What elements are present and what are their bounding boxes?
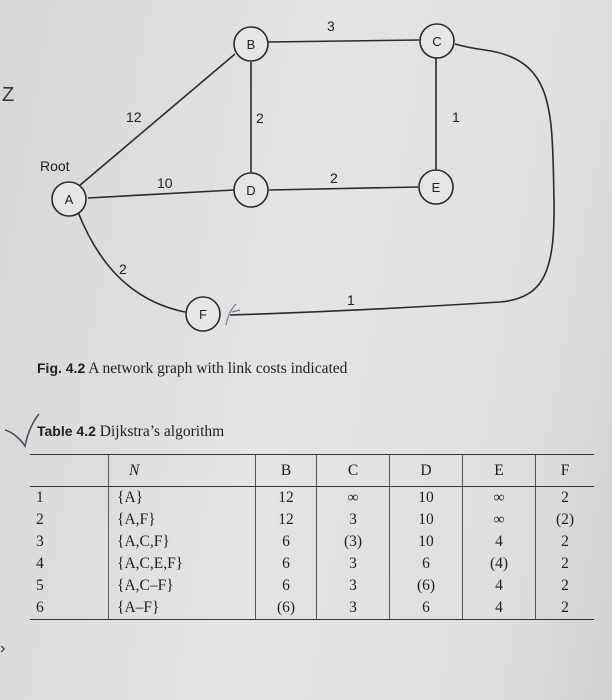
edge-a-d bbox=[88, 190, 234, 198]
header-f: F bbox=[536, 455, 595, 487]
node-e-label: E bbox=[431, 180, 441, 195]
cell-c: 3 bbox=[317, 575, 390, 597]
cell-b: 6 bbox=[256, 531, 317, 553]
cost-d-e: 2 bbox=[330, 170, 338, 186]
cell-b: 6 bbox=[256, 553, 317, 575]
cell-n: {A,C–F} bbox=[109, 575, 256, 597]
cell-b: 6 bbox=[256, 575, 317, 597]
cell-d: 10 bbox=[390, 487, 463, 510]
cell-c: 3 bbox=[317, 597, 390, 620]
node-c bbox=[420, 24, 454, 58]
edge-f-c bbox=[230, 44, 554, 315]
cell-d: 6 bbox=[390, 553, 463, 575]
node-d-label: D bbox=[246, 183, 256, 198]
root-label: Root bbox=[40, 158, 70, 174]
cell-e: 4 bbox=[463, 597, 536, 620]
table-row bbox=[30, 597, 594, 620]
cost-b-c: 3 bbox=[327, 18, 335, 34]
cell-d: (6) bbox=[390, 575, 463, 597]
cost-b-d: 2 bbox=[256, 110, 264, 126]
node-d bbox=[234, 173, 268, 207]
cell-n: {A,C,F} bbox=[109, 531, 256, 553]
table-caption-text: Dijkstra’s algorithm bbox=[99, 423, 225, 440]
node-b-label: B bbox=[246, 37, 256, 52]
header-e: E bbox=[463, 455, 536, 487]
cell-n: {A–F} bbox=[109, 597, 256, 620]
cell-d: 6 bbox=[390, 597, 463, 620]
cell-b: 12 bbox=[256, 487, 317, 510]
cost-a-b: 12 bbox=[126, 109, 142, 125]
cell-step: 4 bbox=[30, 553, 109, 575]
cell-step: 5 bbox=[30, 575, 109, 597]
node-a bbox=[52, 182, 86, 216]
cell-e: ∞ bbox=[463, 487, 536, 510]
cell-e: 4 bbox=[463, 575, 536, 597]
table-header-row bbox=[30, 455, 594, 487]
node-c-label: C bbox=[432, 34, 442, 49]
cell-e: 4 bbox=[463, 531, 536, 553]
cell-f: (2) bbox=[555, 511, 575, 528]
table-row bbox=[30, 553, 594, 575]
cost-a-d: 10 bbox=[157, 175, 173, 191]
node-e bbox=[419, 170, 453, 204]
cell-e: (4) bbox=[463, 553, 536, 575]
edge-b-c bbox=[268, 40, 419, 42]
table-row bbox=[30, 531, 594, 553]
cell-f: 2 bbox=[561, 577, 569, 594]
edge-a-b bbox=[79, 54, 235, 186]
margin-mark: Z bbox=[2, 84, 15, 106]
header-c: C bbox=[317, 455, 390, 487]
cell-b: 12 bbox=[256, 509, 317, 531]
edge-d-e bbox=[269, 187, 418, 190]
node-f-label: F bbox=[199, 307, 207, 322]
cell-f: 2 bbox=[561, 533, 569, 550]
header-step bbox=[30, 455, 109, 487]
node-a-label: A bbox=[64, 192, 74, 207]
node-f bbox=[186, 297, 220, 331]
table-row bbox=[30, 575, 594, 597]
cost-a-f: 2 bbox=[119, 261, 127, 277]
cell-n: {A,F} bbox=[109, 509, 256, 531]
figure-caption-label: Fig. 4.2 bbox=[37, 360, 86, 376]
cell-d: 10 bbox=[390, 509, 463, 531]
cost-f-c: 1 bbox=[347, 292, 355, 308]
table-row bbox=[30, 487, 594, 510]
header-n: N bbox=[109, 455, 256, 487]
cell-d: 10 bbox=[390, 531, 463, 553]
cell-step: 6 bbox=[30, 597, 109, 620]
figure-caption-text: A network graph with link costs indicated bbox=[88, 360, 348, 377]
cell-n: {A,C,E,F} bbox=[109, 553, 256, 575]
edge-a-f bbox=[78, 212, 185, 312]
cell-step: 2 bbox=[30, 509, 109, 531]
cell-c: (3) bbox=[317, 531, 390, 553]
header-d: D bbox=[390, 455, 463, 487]
cell-n: {A} bbox=[109, 487, 256, 510]
table-caption bbox=[37, 423, 224, 441]
cell-c: 3 bbox=[317, 509, 390, 531]
cell-step: 1 bbox=[30, 487, 109, 510]
edge-glyph: › bbox=[0, 640, 6, 657]
table-caption-label: Table 4.2 bbox=[37, 423, 96, 439]
figure-caption bbox=[37, 360, 347, 378]
node-b bbox=[234, 27, 268, 61]
cell-f: 2 bbox=[561, 555, 569, 572]
dijkstra-table bbox=[30, 454, 594, 620]
cell-e: ∞ bbox=[463, 509, 536, 531]
cell-c: ∞ bbox=[317, 487, 390, 510]
cell-f: 2 bbox=[536, 597, 595, 620]
cell-b: (6) bbox=[256, 597, 317, 620]
cell-f: 2 bbox=[561, 489, 569, 506]
cell-c: 3 bbox=[317, 553, 390, 575]
cost-c-e: 1 bbox=[452, 109, 460, 125]
cell-step: 3 bbox=[30, 531, 109, 553]
table-row bbox=[30, 509, 594, 531]
header-b: B bbox=[256, 455, 317, 487]
